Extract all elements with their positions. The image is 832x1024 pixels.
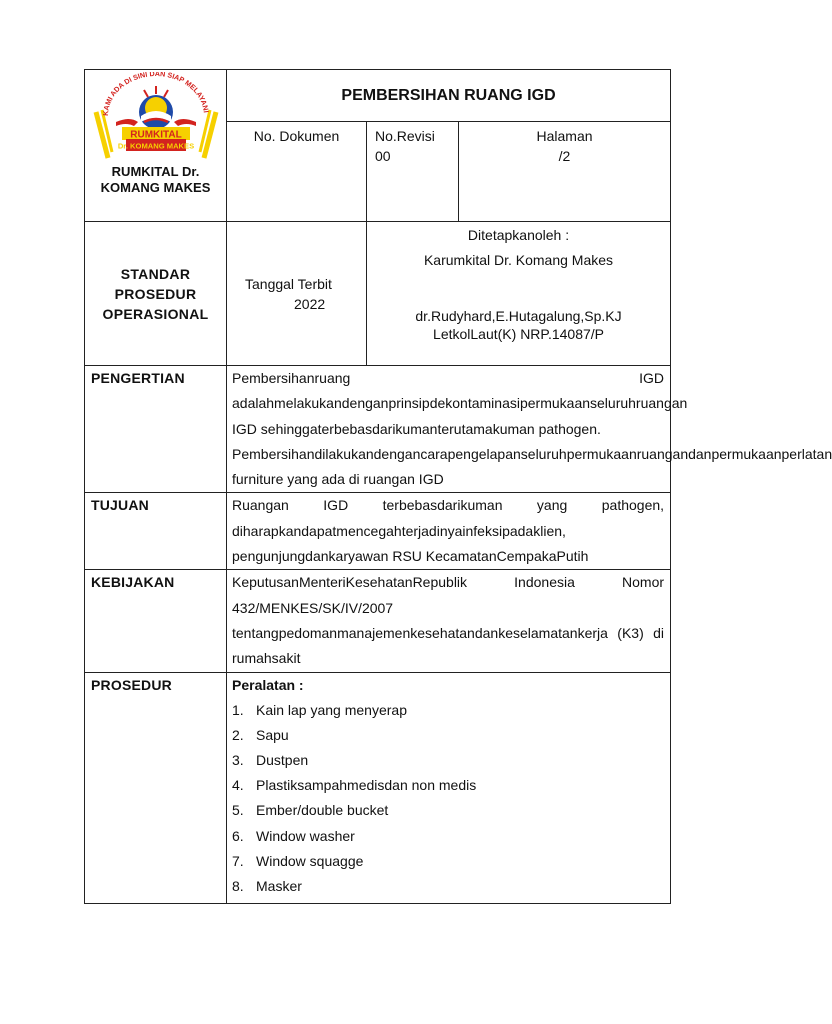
section-label-kebijakan: KEBIJAKAN bbox=[85, 570, 227, 672]
document-title: PEMBERSIHAN RUANG IGD bbox=[227, 70, 671, 122]
hospital-identity-cell bbox=[85, 70, 227, 222]
logo-banner-bottom: Dr. KOMANG MAKES bbox=[117, 141, 194, 151]
kebijakan-paragraph: KeputusanMenteriKesehatanRepublik Indonesia Nomor 432/MENKES/SK/IV/2007 tentangpedomanmanajemenkesehatandankeselamatankerja (K3) di rumahsakit bbox=[232, 574, 665, 667]
list-item: 5. Ember/double bucket bbox=[232, 802, 389, 819]
approval-cell bbox=[367, 222, 671, 366]
list-item: 8. Masker bbox=[232, 877, 302, 894]
document-number-label: No. Dokumen bbox=[253, 128, 340, 144]
signer-name: dr.Rudyhard,E.Hutagalung,Sp.KJ bbox=[415, 308, 622, 324]
tujuan-paragraph: Ruangan IGD terbebasdarikuman yang pathogen, diharapkandapatmencegahterjadinyainfeksipadaklien, pengunjungdankaryawan RSU KecamatanCempakaPutih bbox=[232, 497, 665, 565]
section-text-kebijakan bbox=[227, 570, 671, 672]
approval-authority: Karumkital Dr. Komang Makes bbox=[423, 252, 614, 268]
list-item: 4. Plastiksampahmedisdan non medis bbox=[232, 777, 477, 794]
page-value: /2 bbox=[558, 148, 571, 164]
sop-table bbox=[84, 69, 832, 904]
sop-label: STANDAR PROSEDUR OPERASIONAL bbox=[85, 222, 227, 366]
revision-value: 00 bbox=[375, 148, 391, 164]
hospital-name: RUMKITAL Dr. KOMANG MAKES bbox=[100, 164, 211, 195]
list-item: 6. Window washer bbox=[232, 827, 355, 844]
page-label: Halaman bbox=[536, 128, 593, 144]
section-text-tujuan bbox=[227, 493, 671, 570]
issue-date-cell bbox=[227, 222, 367, 366]
document-number-cell bbox=[227, 122, 367, 222]
section-text-pengertian bbox=[227, 366, 832, 493]
pengertian-paragraph-1: Pembersihanruang IGD adalahmelakukandenganprinsipdekontaminasipermukaanseluruhruangan IGD sehinggaterbebasdarikumanterutamakuman pathogen. bbox=[232, 370, 688, 437]
pengertian-paragraph-2: Pembersihandilakukandengancarapengelapanseluruhpermukaanruangandanpermukaanperlatan furniture yang ada di ruangan IGD bbox=[232, 445, 832, 488]
section-label-pengertian: PENGERTIAN bbox=[85, 366, 227, 493]
list-item: 1. Kain lap yang menyerap bbox=[232, 701, 407, 718]
tools-title: Peralatan : bbox=[232, 676, 304, 693]
issue-date-value: 2022 bbox=[294, 295, 326, 312]
section-label-prosedur: PROSEDUR bbox=[85, 672, 227, 904]
approval-label: Ditetapkanoleh : bbox=[467, 227, 570, 243]
signer-rank: LetkolLaut(K) NRP.14087/P bbox=[433, 326, 604, 342]
section-text-prosedur bbox=[227, 672, 671, 904]
revision-label: No.Revisi bbox=[375, 128, 435, 144]
revision-cell bbox=[367, 122, 459, 222]
page-cell bbox=[459, 122, 671, 222]
hospital-logo bbox=[86, 72, 226, 164]
section-label-tujuan: TUJUAN bbox=[85, 493, 227, 570]
logo-banner-top: RUMKITAL bbox=[129, 129, 182, 141]
logo-motto: KAMI ADA DI SINI DAN SIAP MELAYANI bbox=[100, 72, 211, 117]
list-item: 7. Window squagge bbox=[232, 852, 364, 869]
tools-list bbox=[232, 698, 664, 900]
issue-date-label: Tanggal Terbit bbox=[245, 275, 332, 292]
list-item: 3. Dustpen bbox=[232, 751, 309, 768]
list-item: 2. Sapu bbox=[232, 726, 289, 743]
